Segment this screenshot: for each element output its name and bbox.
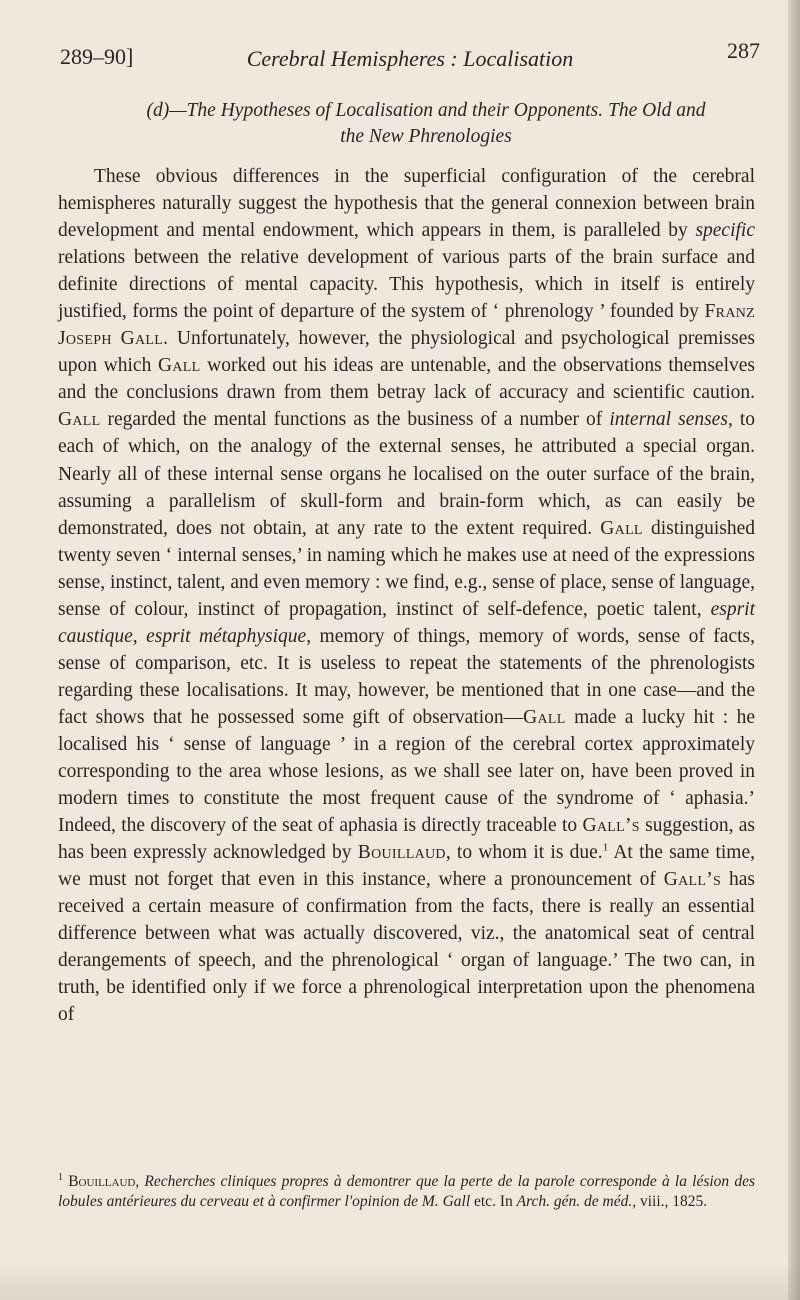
body-text [58,163,755,1029]
section-range: 289–90] [60,44,134,69]
footnote: $^1$ Bouillaud, Recherches cliniques propres à demontrer que la perte de la parole corresponde à la lésion des lobules antérieures du cerveau et à confirmer l'opinion de M. Gall etc. In Arch. gén. de méd., viii., 1825. [58,1172,756,1211]
author-name: Franz Joseph Gall. [58,301,755,350]
chapter-title: Cerebral Hemispheres : Localisation [246,46,574,71]
paragraph: These obvious differences in the superficial configuration of the cerebral hemispheres naturally suggest the hypothesis that the general connexion between brain development and mental endowment, which appears in them, is paralleled by specific relations between the relative development of various parts of the brain surface and definite directions of mental capacity. This hypothesis, which in itself is entirely justified, forms the point of departure of the system of ‘ phrenology ’ founded by Franz Joseph Gall. Unfortunately, however, the physiological and psychological premisses upon which Gall worked out his ideas are untenable, and the observations themselves and the conclusions drawn from them betray lack of accuracy and scientific caution. Gall regarded the mental functions as the business of a number of internal senses, to each of which, on the analogy of the external senses, he attributed a special organ. Nearly all of these internal sense organs he localised on the outer surface of the brain, assuming a parallelism of skull-form and brain-form which, as can easily be demonstrated, does not obtain, at any rate to the extent required. Gall distinguished twenty seven ‘ internal senses,’ in naming which he makes use at need of the expressions sense, instinct, talent, and even memory : we find, e.g., sense of place, sense of language, sense of colour, instinct of propagation, instinct of self-defence, poetic talent, esprit caustique, esprit métaphysique, memory of things, memory of words, sense of facts, sense of comparison, etc. It is useless to repeat the statements of the phrenologists regarding these localisations. It may, however, be mentioned that in one case—and the fact shows that he possessed some gift of observation—Gall made a lucky hit : he localised his ‘ sense of language ’ in a region of the cerebral cortex approximately corresponding to the area whose lesions, as we shall see later on, have been proved in modern times to constitute the most frequent cause of the syndrome of ‘ aphasia.’ Indeed, the discovery of the seat of aphasia is directly traceable to Gall’s suggestion, as has been expressly acknowledged by Bouillaud, to whom it is due.$^1$ At the same time, we must not forget that even in this instance, where a pronouncement of Gall’s has received a certain measure of confirmation from the facts, there is really an essential difference between what was actually discovered, viz., the anatomical seat of central derangements of speech, and the phrenological ‘ organ of language.’ The two can, in truth, be identified only if we force a phrenological interpretation upon the phenomena of [58,166,756,1026]
section-heading-line-1: (d)—The Hypotheses of Localisation and their Opponents. The Old and [146,100,706,121]
page-number: 287 [727,38,760,63]
footnote-title: Recherches cliniques propres à demontrer que la perte de la parole corresponde à la lésion des lobules antérieures du cerveau et à confirmer l'opinion de M. Gall [58,1173,756,1211]
footnote-reference[interactable]: 1 [602,841,609,854]
footnote-marker: 1 [58,1172,63,1183]
section-heading-line-2: the New Phrenologies [340,126,512,147]
running-head [60,38,760,84]
page-bottom-shade [0,1260,800,1300]
section-heading [96,98,756,150]
footnote-author: Bouillaud [68,1173,136,1191]
page-edge-shadow [788,0,800,1300]
footnote-journal: Arch. gén. de méd. [516,1193,633,1211]
